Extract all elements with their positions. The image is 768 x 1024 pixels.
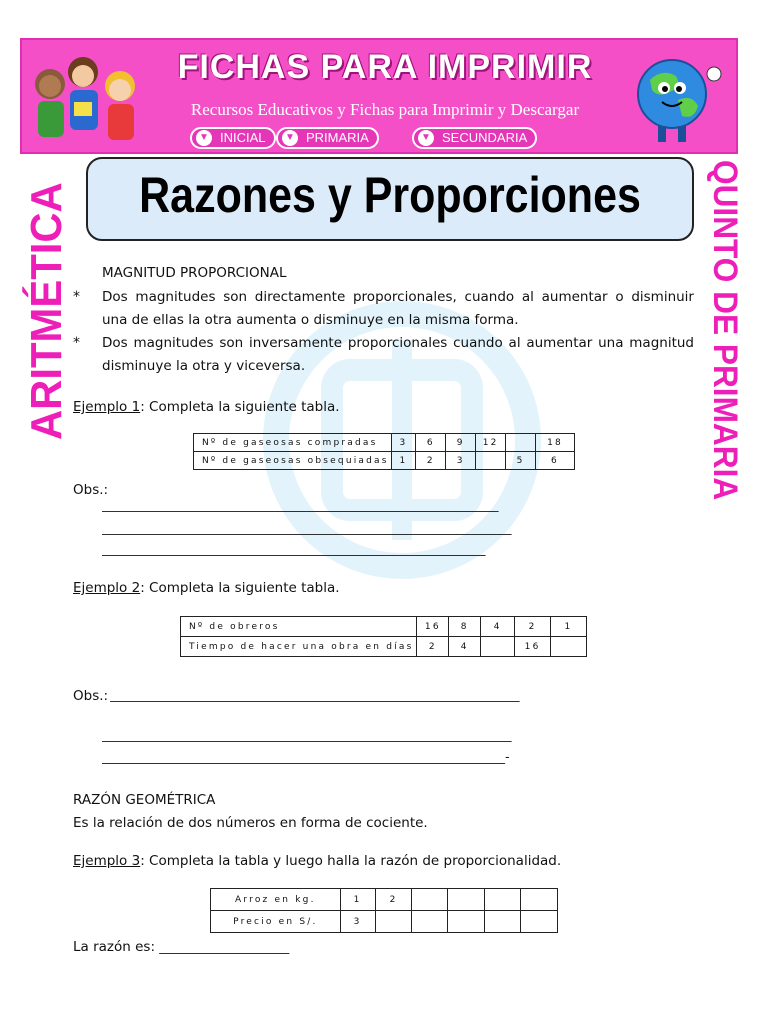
table-cell[interactable]	[506, 434, 536, 452]
site-title: FICHAS PARA IMPRIMIR	[177, 48, 593, 86]
ejemplo1-obs-label: Obs.:	[73, 482, 109, 498]
table-cell[interactable]	[448, 911, 485, 933]
table-cell-label: Nº de gaseosas obsequiadas	[194, 452, 392, 470]
table-cell[interactable]	[485, 911, 521, 933]
kids-illustration	[28, 46, 144, 150]
table-cell[interactable]: 1	[551, 617, 587, 637]
table-cell[interactable]: 12	[476, 434, 506, 452]
ejemplo1-table	[193, 433, 575, 470]
down-arrow-icon: ▼	[418, 130, 434, 146]
ejemplo2-obs-label: Obs.:	[73, 688, 109, 704]
table-cell-label: Precio en S/.	[211, 911, 341, 933]
answer-line[interactable]: ___________________________________________________________	[102, 542, 486, 557]
ejemplo3-table	[210, 888, 558, 933]
ejemplo1-instruction	[73, 399, 340, 415]
table-cell[interactable]: 2	[515, 617, 551, 637]
ejemplo2-instruction	[73, 580, 340, 596]
table-row	[181, 637, 587, 657]
nav-primaria-label: PRIMARIA	[306, 130, 369, 145]
table-cell-label: Nº de gaseosas compradas	[194, 434, 392, 452]
table-cell[interactable]	[375, 911, 412, 933]
worksheet-title: Razones y Proporciones	[139, 167, 641, 223]
ejemplo2-table	[180, 616, 587, 657]
table-cell[interactable]: 5	[506, 452, 536, 470]
table-row	[211, 911, 558, 933]
answer-line[interactable]: ____________________	[159, 940, 290, 955]
bullet-marker: *	[73, 335, 80, 351]
table-cell[interactable]: 6	[416, 434, 446, 452]
nav-secundaria-label: SECUNDARIA	[442, 130, 528, 145]
bullet2-line2: disminuye la otra y viceversa.	[102, 358, 306, 374]
section-heading-razon: RAZÓN GEOMÉTRICA	[73, 792, 216, 808]
nav-primaria-button[interactable]	[276, 127, 379, 149]
bullet-marker: *	[73, 289, 80, 305]
bullet1-line1: Dos magnitudes son directamente proporcionales, cuando al aumentar o disminuir	[102, 289, 694, 305]
bullet2-line1: Dos magnitudes son inversamente proporcionales cuando al aumentar una magnitud	[102, 335, 694, 351]
table-cell[interactable]: 2	[375, 889, 412, 911]
table-cell[interactable]: 4	[481, 617, 515, 637]
table-cell[interactable]: 2	[417, 637, 449, 657]
table-cell[interactable]: 3	[391, 434, 416, 452]
table-cell[interactable]: 2	[416, 452, 446, 470]
ejemplo1-label: Ejemplo 1	[73, 399, 141, 415]
ejemplo3-text: : Completa la tabla y luego halla la razón de proporcionalidad.	[140, 853, 562, 869]
table-cell-label: Tiempo de hacer una obra en días	[181, 637, 417, 657]
table-cell[interactable]: 18	[536, 434, 575, 452]
table-cell[interactable]: 1	[340, 889, 375, 911]
table-cell[interactable]: 3	[340, 911, 375, 933]
table-cell[interactable]	[412, 889, 448, 911]
section-heading-magnitud: MAGNITUD PROPORCIONAL	[102, 265, 287, 281]
subject-vertical-title: ARITMÉTICA	[22, 182, 71, 441]
razon-answer	[73, 939, 289, 955]
table-cell[interactable]	[521, 889, 558, 911]
table-cell[interactable]	[476, 452, 506, 470]
table-cell[interactable]	[448, 889, 485, 911]
answer-line[interactable]: _______________________________________________________________	[102, 728, 512, 743]
answer-line[interactable]: ______________________________________________________________-	[102, 750, 510, 765]
table-cell[interactable]: 16	[515, 637, 551, 657]
nav-secundaria-button[interactable]	[412, 127, 537, 149]
table-cell[interactable]	[481, 637, 515, 657]
nav-inicial-button[interactable]	[190, 127, 276, 149]
answer-line[interactable]: _______________________________________________________________	[102, 521, 512, 536]
table-row	[194, 452, 575, 470]
down-arrow-icon: ▼	[282, 130, 298, 146]
down-arrow-icon: ▼	[196, 130, 212, 146]
table-cell-label: Nº de obreros	[181, 617, 417, 637]
table-cell[interactable]: 6	[536, 452, 575, 470]
table-row	[181, 617, 587, 637]
bullet1-line2: una de ellas la otra aumenta o disminuye en la misma forma.	[102, 312, 519, 328]
ejemplo2-text: : Completa la siguiente tabla.	[140, 580, 340, 596]
razon-definition: Es la relación de dos números en forma de cociente.	[73, 815, 428, 831]
table-cell[interactable]	[551, 637, 587, 657]
table-cell[interactable]: 9	[446, 434, 476, 452]
table-cell[interactable]: 3	[446, 452, 476, 470]
ejemplo3-instruction	[73, 853, 561, 869]
ejemplo2-label: Ejemplo 2	[73, 580, 141, 596]
answer-line[interactable]: _____________________________________________________________	[102, 498, 499, 513]
table-cell[interactable]: 4	[449, 637, 481, 657]
table-cell[interactable]: 16	[417, 617, 449, 637]
answer-line[interactable]: _______________________________________________________________	[110, 688, 520, 703]
razon-label: La razón es:	[73, 939, 160, 955]
table-row	[194, 434, 575, 452]
table-row	[211, 889, 558, 911]
globe-mascot-illustration	[622, 50, 726, 150]
grade-vertical-title: QUINTO DE PRIMARIA	[706, 160, 744, 501]
table-cell[interactable]: 8	[449, 617, 481, 637]
site-subtitle: Recursos Educativos y Fichas para Imprimir y Descargar	[190, 100, 580, 119]
ejemplo3-label: Ejemplo 3	[73, 853, 141, 869]
table-cell[interactable]	[521, 911, 558, 933]
table-cell[interactable]	[485, 889, 521, 911]
ejemplo1-text: : Completa la siguiente tabla.	[140, 399, 340, 415]
nav-inicial-label: INICIAL	[220, 130, 266, 145]
table-cell[interactable]: 1	[391, 452, 416, 470]
table-cell-label: Arroz en kg.	[211, 889, 341, 911]
table-cell[interactable]	[412, 911, 448, 933]
